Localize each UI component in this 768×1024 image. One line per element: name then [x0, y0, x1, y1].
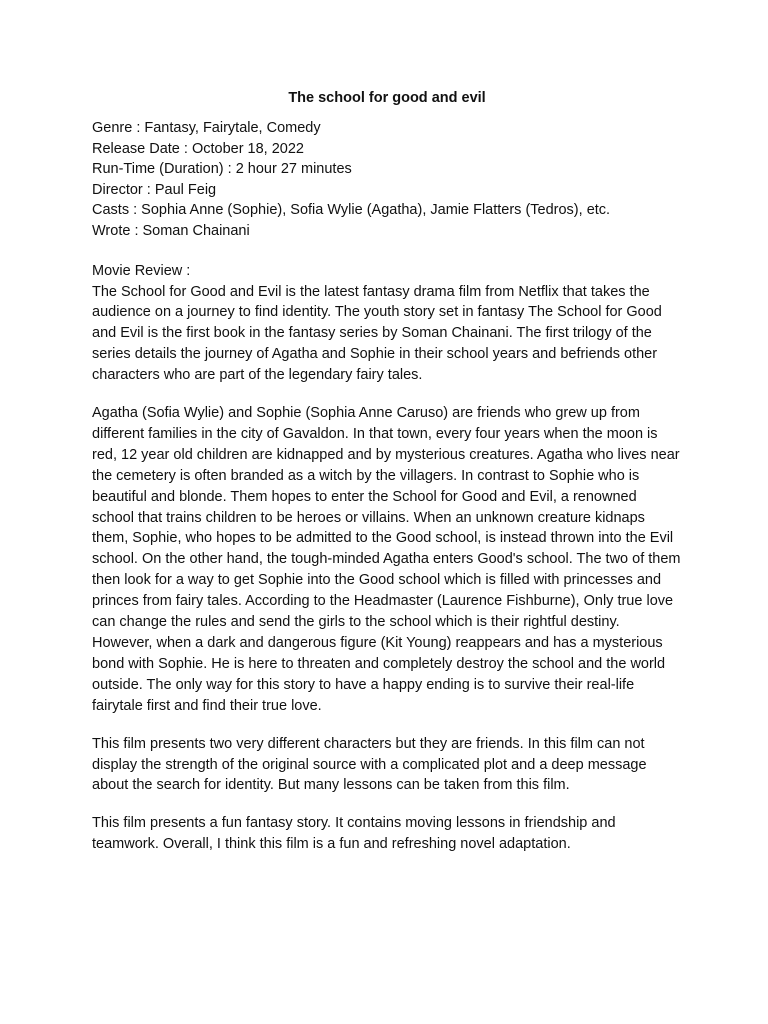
review-paragraph-1: The School for Good and Evil is the latest fantasy drama film from Netflix that takes the audience on a journey to find identity. The youth story set in fantasy The School for Good and Evil is the first book in the fantasy series by Soman Chainani. The first trilogy of the series details the journey of Agatha and Sophie in their school years and befriends other characters who are part of the legendary fairy tales.	[92, 283, 662, 384]
review-paragraph-2: Agatha (Sofia Wylie) and Sophie (Sophia Anne Caruso) are friends who grew up from different families in the city of Gavaldon. In that town, every four years when the moon is red, 12 year old children are kidnapped and by mysterious creatures. Agatha who lives near the cemetery is often branded as a witch by the villagers. In contrast to Sophie who is beautiful and blonde. Them hopes to enter the School for Good and Evil, a renowned school that trains children to be heroes or villains. When an unknown creature kidnaps them, Sophie, who hopes to be admitted to the Good school, is instead thrown into the Evil school. On the other hand, the tough-minded Agatha enters Good's school. The two of them then look for a way to get Sophie into the Good school which is filled with princesses and princes from fairy tales. According to the Headmaster (Laurence Fishburne), Only true love can change the rules and send the girls to the school which is their rightful destiny. However, when a dark and dangerous figure (Kit Young) reappears and has a mysterious bond with Sophie. He is here to threaten and completely destroy the school and the world outside. The only way for this story to have a happy ending is to survive their real-life fairytale first and find their true love.	[92, 405, 681, 714]
review-paragraph-4: This film presents a fun fantasy story. It contains moving lessons in friendship and teamwork. Overall, I think this film is a fun and refreshing novel adaptation.	[92, 815, 616, 853]
genre-line: Genre : Fantasy, Fairytale, Comedy	[92, 120, 321, 136]
document-page	[92, 88, 682, 872]
casts-line: Casts : Sophia Anne (Sophie), Sofia Wylie (Agatha), Jamie Flatters (Tedros), etc.	[92, 202, 611, 218]
movie-details	[92, 118, 682, 241]
document-title: The school for good and evil	[288, 90, 486, 106]
review-paragraph-3: This film presents two very different characters but they are friends. In this film can not display the strength of the original source with a complicated plot and a deep message about the search for identity. But many lessons can be taken from this film.	[92, 735, 647, 794]
writer-line: Wrote : Soman Chainani	[92, 222, 250, 239]
run-time-line: Run-Time (Duration) : 2 hour 27 minutes	[92, 161, 352, 177]
review-label: Movie Review :	[92, 263, 191, 279]
director-line: Director : Paul Feig	[92, 181, 217, 198]
release-date-line: Release Date : October 18, 2022	[92, 140, 304, 157]
